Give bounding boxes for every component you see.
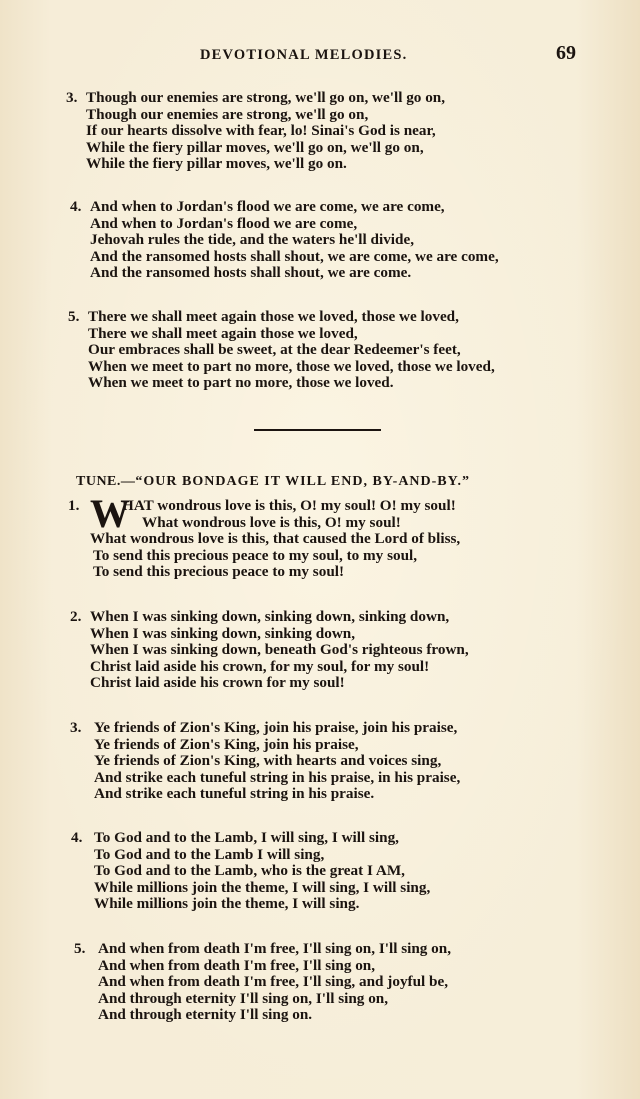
stanza-line: And strike each tuneful string in his praise. (94, 785, 375, 803)
stanza-line: When I was sinking down, sinking down, sinking down, (90, 608, 450, 625)
tune-heading (76, 474, 470, 490)
stanza-line: While the fiery pillar moves, we'll go on. (86, 155, 347, 173)
stanza-line: Ye friends of Zion's King, join his praise, join his praise, (94, 719, 458, 736)
stanza-line: Ye friends of Zion's King, with hearts and voices sing, (94, 752, 442, 770)
stanza-line: When we meet to part no more, those we loved, those we loved, (88, 357, 495, 375)
stanza-a-4 (70, 199, 499, 282)
stanza-line: When I was sinking down, sinking down, (90, 624, 356, 642)
stanza-b-3 (70, 720, 460, 803)
stanza-line: Christ laid aside his crown for my soul! (90, 674, 345, 692)
stanza-line: While millions join the theme, I will sing, I will sing, (94, 878, 431, 896)
tune-name: “OUR BONDAGE IT WILL END, BY-AND-BY.” (135, 474, 470, 489)
stanza-line: And when from death I'm free, I'll sing on, (98, 956, 376, 974)
stanza-line: If our hearts dissolve with fear, lo! Sinai's God is near, (86, 122, 436, 140)
stanza-line: To God and to the Lamb, I will sing, I will sing, (94, 829, 399, 846)
stanza-b-1 (68, 491, 461, 581)
stanza-line: What wondrous love is this, O! my soul! (142, 513, 401, 531)
stanza-a-5 (68, 309, 495, 392)
stanza-line: Though our enemies are strong, we'll go on, we'll go on, (86, 89, 446, 106)
drop-cap-letter: W (90, 491, 130, 536)
stanza-a-3 (66, 90, 445, 173)
stanza-line: When I was sinking down, beneath God's righteous frown, (90, 641, 469, 659)
stanza-line: And when to Jordan's flood we are come, we are come, (90, 198, 445, 215)
stanza-line: Though our enemies are strong, we'll go on, (86, 105, 369, 123)
stanza-line: Ye friends of Zion's King, join his praise, (94, 735, 359, 753)
stanza-b-4 (71, 830, 430, 913)
stanza-line: While the fiery pillar moves, we'll go on, we'll go on, (86, 138, 424, 156)
stanza-line: And when from death I'm free, I'll sing on, I'll sing on, (98, 940, 452, 957)
stanza-number: 3. (66, 89, 78, 106)
stanza-line: And the ransomed hosts shall shout, we are come. (90, 264, 412, 282)
stanza-line: To send this precious peace to my soul! (93, 563, 345, 581)
stanza-line: There we shall meet again those we loved, those we loved, (88, 308, 459, 325)
stanza-line: There we shall meet again those we loved, (88, 324, 358, 342)
stanza-line: To God and to the Lamb, who is the great I AM, (94, 862, 405, 880)
stanza-line: Jehovah rules the tide, and the waters he'll divide, (90, 231, 415, 249)
stanza-number: 3. (70, 719, 82, 736)
stanza-line: To send this precious peace to my soul, to my soul, (93, 546, 418, 564)
stanza-number: 4. (71, 829, 83, 846)
running-head: DEVOTIONAL MELODIES. (200, 47, 408, 63)
stanza-line: And through eternity I'll sing on, I'll sing on, (98, 989, 389, 1007)
tune-label: TUNE.— (76, 474, 136, 489)
stanza-line: And strike each tuneful string in his praise, in his praise, (94, 768, 461, 786)
stanza-line: To God and to the Lamb I will sing, (94, 845, 325, 863)
stanza-line: And the ransomed hosts shall shout, we are come, we are come, (90, 247, 499, 265)
stanza-line: Christ laid aside his crown, for my soul, for my soul! (90, 657, 430, 675)
stanza-line: What wondrous love is this, that caused the Lord of bliss, (90, 530, 461, 548)
section-divider-rule (254, 429, 381, 431)
stanza-line: While millions join the theme, I will sing. (94, 895, 360, 913)
stanza-b-2 (70, 609, 469, 692)
stanza-line: And when from death I'm free, I'll sing, and joyful be, (98, 973, 449, 991)
stanza-line: When we meet to part no more, those we loved. (88, 374, 394, 392)
stanza-number: 5. (68, 308, 80, 325)
page-number: 69 (556, 42, 576, 64)
stanza-number: 2. (70, 608, 82, 625)
stanza-number: 5. (74, 940, 86, 957)
stanza-b-5 (74, 941, 451, 1024)
stanza-line: And when to Jordan's flood we are come, (90, 214, 358, 232)
stanza-line: Our embraces shall be sweet, at the dear Redeemer's feet, (88, 341, 461, 359)
stanza-line: HAT wondrous love is this, O! my soul! O! my soul! (122, 497, 456, 514)
stanza-number: 4. (70, 198, 82, 215)
stanza-line: And through eternity I'll sing on. (98, 1006, 313, 1024)
stanza-number: 1. (68, 497, 80, 514)
